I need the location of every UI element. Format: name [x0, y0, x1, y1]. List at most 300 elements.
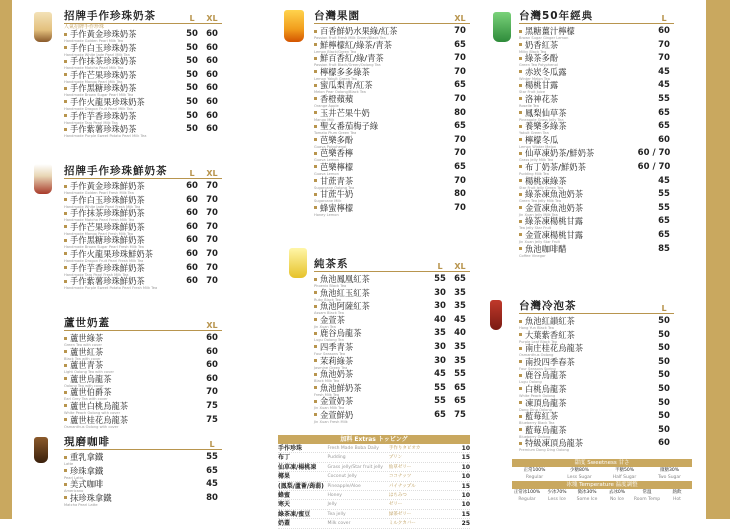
item-english-name: Jin Xuan Fresh Milk — [314, 419, 348, 424]
menu-item — [519, 358, 674, 372]
item-english-name: Winter Melon Tea — [519, 76, 550, 81]
item-english-name: Handmade Golden Pearl Milk Tea — [64, 39, 124, 43]
item-english-name: Handmade Brown Sugar Pearl Fresh Milk Tea — [64, 245, 144, 250]
menu-item — [519, 54, 674, 68]
bullet-icon — [519, 220, 522, 223]
bullet-icon — [519, 415, 522, 418]
item-english-name: Pearl Latte — [64, 475, 84, 480]
menu-item — [314, 329, 470, 343]
item-price: 70 — [206, 276, 218, 287]
bullet-icon — [64, 198, 67, 201]
menu-item — [314, 122, 470, 136]
bullet-icon — [314, 179, 317, 182]
item-name: 奶香紅茶 — [525, 39, 559, 50]
extra-label: Milk cover — [327, 521, 351, 527]
item-name: 蘆世白桃烏龍茶 — [70, 400, 129, 411]
section-title: 現磨咖啡 — [64, 436, 110, 448]
item-name: 手作白玉珍珠鮮奶茶 — [70, 194, 145, 205]
item-english-name: Tomato Plum Green Tea — [314, 131, 357, 136]
item-english-name: Jin Xuan Jelly Milk Tea — [519, 212, 558, 217]
bullet-icon — [519, 347, 522, 350]
menu-item — [519, 136, 674, 150]
item-price: 55 — [206, 452, 218, 462]
level-option: 少冰70% — [547, 490, 567, 495]
item-price: 55 — [434, 382, 446, 393]
item-price: 70 — [454, 175, 466, 186]
extra-label: 手作珍珠 — [278, 445, 303, 452]
item-price: 60 — [186, 235, 198, 246]
menu-item — [519, 41, 674, 55]
item-name: 芭樂香檸 — [320, 148, 354, 159]
menu-item — [314, 384, 470, 398]
item-name: 蘆世桂花烏龍茶 — [70, 414, 129, 425]
level-option: 微糖30% — [659, 468, 679, 473]
bullet-icon — [64, 185, 67, 188]
extra-label: パイナップル — [388, 483, 416, 489]
fresh-milk-tea-cup-image — [34, 164, 52, 194]
extra-row — [278, 510, 470, 519]
menu-item — [64, 453, 222, 467]
item-price: 60 — [206, 29, 218, 39]
item-name: 手作黑糖珍珠奶茶 — [70, 83, 137, 94]
extra-label: プリン — [388, 455, 403, 461]
item-price: 60 — [186, 262, 198, 273]
item-english-name: Handmade Mango Pearl Milk Tea — [64, 79, 123, 84]
item-price: 60 — [658, 26, 670, 36]
item-price: 45 — [658, 66, 670, 77]
bullet-icon — [64, 280, 67, 283]
extra-price: 10 — [461, 445, 470, 452]
item-english-name: Four Seasons Tea — [314, 351, 346, 356]
menu-item — [519, 217, 674, 231]
item-name: 綠茶多酚 — [525, 53, 559, 64]
section-title: 台灣50年經典 — [519, 10, 594, 22]
item-name: 蜂蜜檸檬 — [320, 202, 354, 213]
section-header — [519, 298, 674, 314]
cold-brew-bottle-image — [490, 300, 502, 330]
classic-tea-cup-image — [493, 12, 511, 42]
item-english-name: Handmade Dragon Fruit Pearl Fresh Milk Tea — [64, 258, 144, 263]
bullet-icon — [519, 179, 522, 182]
bullet-icon — [314, 84, 317, 87]
extras-title: 加料 Extras トッピング — [278, 435, 470, 444]
menu-item — [64, 57, 222, 71]
extra-label: 手作りタピオカ — [388, 446, 421, 451]
menu-item — [314, 177, 470, 191]
extra-price: 10 — [461, 473, 470, 481]
item-price: 45 — [454, 314, 466, 325]
bullet-icon — [64, 252, 67, 255]
menu-item — [314, 136, 470, 150]
bullet-icon — [519, 97, 522, 100]
menu-item — [519, 204, 674, 218]
menu-item — [519, 109, 674, 123]
sweet-level-title: 甜度 Sweetness 甘さ — [512, 459, 692, 467]
coffee-cup-image — [34, 437, 48, 463]
item-name: 手作芒果珍珠鮮奶茶 — [70, 221, 145, 232]
item-price: 35 — [454, 355, 466, 366]
item-english-name: Hong Yun Black Tea — [519, 326, 554, 330]
menu-item — [519, 412, 674, 426]
bullet-icon — [314, 206, 317, 209]
item-english-name: Sugarcane Milk — [314, 199, 342, 204]
right-gold-band — [706, 0, 730, 519]
bullet-icon — [64, 418, 67, 421]
item-english-name: Tea Jelly Star Fruit — [519, 226, 552, 231]
item-name: 四季青茶 — [320, 341, 354, 352]
item-english-name: Light Oolong Tea with cover — [64, 370, 114, 375]
menu-item — [314, 95, 470, 109]
bullet-icon — [314, 30, 317, 33]
size-label: L — [437, 262, 443, 271]
item-price: 40 — [434, 314, 446, 325]
item-price: 50 — [658, 316, 670, 326]
bullet-icon — [519, 125, 522, 128]
item-english-name: Brown Sugar Ginger Lemon — [519, 36, 569, 40]
item-price: 75 — [206, 414, 218, 425]
item-price: 60 — [186, 221, 198, 232]
bullet-icon — [519, 442, 522, 445]
extra-row — [278, 472, 470, 481]
bullet-icon — [314, 138, 317, 141]
menu-item — [64, 250, 222, 264]
item-price: 55 — [658, 93, 670, 104]
item-english-name: Star Fruit Juice — [519, 90, 546, 95]
menu-section — [314, 8, 470, 217]
item-price: 70 — [206, 181, 218, 191]
menu-section — [64, 8, 222, 139]
extra-label: Honey — [327, 492, 342, 498]
menu-item — [314, 109, 470, 123]
item-price: 65 — [454, 161, 466, 172]
extra-label: Coconut Jelly — [327, 474, 357, 480]
item-name: 綠茶凍楊桃甘露 — [525, 216, 584, 227]
extra-label: Pudding — [327, 455, 346, 461]
bullet-icon — [64, 496, 67, 499]
item-english-name: Handmade Golden Pearl Fresh Milk Tea — [64, 191, 134, 195]
menu-item — [519, 439, 674, 453]
item-price: 60 — [206, 346, 218, 357]
bullet-icon — [64, 114, 67, 117]
section-header — [314, 8, 470, 24]
item-english-name: Blueberry Black Tea — [519, 421, 555, 426]
extra-label: (鳳梨/蘆薈/蒟蒻) — [278, 482, 324, 490]
size-label: L — [661, 14, 667, 23]
bullet-icon — [519, 138, 522, 141]
item-price: 60 — [206, 110, 218, 121]
bullet-icon — [314, 318, 317, 321]
item-name: 手作抹茶珍珠鮮奶茶 — [70, 208, 145, 219]
item-english-name: Americano — [64, 489, 84, 494]
item-price: 70 — [454, 202, 466, 213]
extra-label: Fresh Made Boba Daily — [327, 446, 379, 451]
bullet-icon — [314, 373, 317, 376]
bullet-icon — [519, 193, 522, 196]
item-price: 65 — [454, 39, 466, 50]
item-price: 70 — [206, 248, 218, 259]
menu-item — [314, 163, 470, 177]
ice-level-title: 冰塊 Temperature 温度調整 — [512, 481, 692, 489]
bullet-icon — [519, 152, 522, 155]
item-price: 65 — [658, 121, 670, 132]
item-price: 50 — [658, 329, 670, 340]
item-price: 80 — [454, 107, 466, 118]
item-price: 70 — [206, 221, 218, 232]
item-price: 45 — [658, 80, 670, 91]
item-english-name: Grass Jelly Milk Tea — [519, 158, 554, 163]
item-english-name: Premium Dong Ding Oolong — [519, 448, 570, 453]
item-price: 70 — [454, 148, 466, 159]
menu-section — [64, 315, 222, 429]
menu-item — [519, 190, 674, 204]
item-price: 80 — [206, 492, 218, 503]
level-option: Less Sugar — [567, 475, 592, 480]
extra-label: ミルクカバー — [388, 521, 416, 527]
item-name: 手作白玉珍珠奶茶 — [70, 42, 137, 53]
bullet-icon — [64, 456, 67, 459]
extra-row — [278, 491, 470, 500]
size-label: L — [209, 440, 215, 449]
bullet-icon — [519, 247, 522, 250]
extra-price: 10 — [461, 463, 470, 471]
item-english-name: Latte — [64, 462, 74, 466]
item-price: 85 — [658, 243, 670, 254]
menu-item — [64, 30, 222, 44]
item-name: 金萱茶 — [320, 314, 345, 325]
item-price: 65 — [454, 396, 466, 407]
bullet-icon — [64, 266, 67, 269]
menu-item — [519, 399, 674, 413]
item-english-name: Sugarcane Oolong Tea — [314, 185, 355, 190]
item-english-name: Oolong Tea with cover — [64, 383, 104, 388]
menu-item — [519, 68, 674, 82]
extra-label: 寒天 — [278, 501, 291, 509]
menu-item — [64, 98, 222, 112]
menu-item — [314, 149, 470, 163]
extra-price: 25 — [461, 520, 470, 528]
extra-label: Grass jelly/Star fruit jelly — [327, 464, 383, 470]
extras-table — [278, 435, 470, 529]
item-name: 金萱凍楊桃甘露 — [525, 229, 584, 240]
item-english-name: Pineapple Grass Jelly Tea — [519, 117, 564, 122]
size-label: L — [189, 14, 195, 23]
item-price: 50 — [186, 96, 198, 107]
level-option: Hot — [673, 497, 681, 502]
item-english-name: Orange Apple — [314, 103, 339, 108]
menu-section — [519, 298, 674, 453]
item-english-name: Coffee Vinegar — [519, 253, 546, 258]
item-price: 30 — [434, 301, 446, 312]
extra-label: Tea jelly — [327, 511, 346, 517]
item-english-name: Dong Ding Oolong — [519, 407, 552, 412]
ice-level-row — [512, 496, 692, 503]
item-name: 手作黃金珍珠鮮奶茶 — [70, 181, 145, 191]
item-name: 手作黃金珍珠奶茶 — [70, 29, 137, 39]
item-name: 綠茶凍魚池奶茶 — [525, 189, 584, 200]
section-header — [314, 256, 470, 272]
bullet-icon — [314, 193, 317, 196]
item-english-name: White Peach Oolong — [519, 393, 556, 398]
item-english-name: Purple Leaf Black Tea — [519, 339, 558, 344]
menu-item — [64, 494, 222, 508]
bullet-icon — [519, 387, 522, 390]
item-english-name: Black Milk Tea — [314, 379, 340, 384]
menu-item — [64, 71, 222, 85]
item-price: 50 — [186, 56, 198, 67]
menu-item — [314, 370, 470, 384]
item-name: 金萱奶茶 — [320, 396, 354, 407]
menu-item — [314, 357, 470, 371]
item-english-name: Lemon Yakult Green Tea — [314, 76, 357, 81]
item-name: 手作火龍果珍珠鮮奶茶 — [70, 248, 153, 259]
item-price: 55 — [454, 369, 466, 380]
bullet-icon — [64, 46, 67, 49]
left-gold-band — [0, 0, 12, 519]
sweet-ice-table — [512, 459, 692, 503]
bullet-icon — [314, 111, 317, 114]
item-name: 蜜瓜梨青/紅茶 — [320, 80, 373, 91]
extra-price: 10 — [461, 501, 470, 509]
menu-item — [64, 361, 222, 375]
section-title: 招牌手作珍珠鮮奶茶 — [64, 165, 168, 177]
extra-price: 15 — [461, 482, 470, 490]
section-title: 台灣果園 — [314, 10, 360, 22]
menu-item — [64, 348, 222, 362]
bullet-icon — [314, 413, 317, 416]
item-name: 黑糖薑汁檸檬 — [525, 26, 575, 36]
menu-item — [519, 231, 674, 245]
item-english-name: Melon Pear Oolong/Black Tea — [314, 90, 366, 95]
item-name: 楊桃凍綠茶 — [525, 175, 567, 186]
size-label: L — [189, 169, 195, 178]
item-name: 手作抹茶珍珠奶茶 — [70, 56, 137, 67]
bullet-icon — [64, 483, 67, 486]
item-price: 45 — [434, 369, 446, 380]
item-price: 60 — [206, 69, 218, 80]
item-name: 蘆世伯爵茶 — [70, 387, 112, 398]
item-price: 50 — [658, 356, 670, 367]
menu-item — [64, 375, 222, 389]
menu-item — [64, 467, 222, 481]
bullet-icon — [314, 125, 317, 128]
item-price: 60 — [206, 42, 218, 53]
item-price: 40 — [454, 328, 466, 339]
menu-item — [314, 343, 470, 357]
level-option: 常溫 — [642, 490, 652, 495]
size-label: L — [661, 304, 667, 313]
item-price: 65 — [206, 465, 218, 476]
bullet-icon — [519, 428, 522, 431]
menu-item — [519, 27, 674, 41]
level-option: 半糖50% — [614, 468, 634, 473]
item-price: 50 — [658, 424, 670, 435]
bullet-icon — [314, 305, 317, 308]
item-price: 65 — [434, 409, 446, 420]
item-price: 70 — [454, 134, 466, 145]
menu-item — [64, 182, 222, 196]
item-english-name: Lemon Black/Green Tea — [314, 49, 357, 54]
menu-item — [64, 264, 222, 278]
item-price: 55 — [434, 396, 446, 407]
item-price: 70 — [206, 235, 218, 246]
item-name: 百香鮮奶水果綠/紅茶 — [320, 26, 398, 36]
size-label: XL — [206, 169, 218, 178]
menu-item — [314, 411, 470, 425]
item-english-name: White Peach Oolong with cover — [64, 410, 121, 415]
item-name: 鮮百香紅/綠/青茶 — [320, 53, 384, 64]
item-english-name: Handmade Purple Sweet Potato Pearl Fresh Milk Tea — [64, 286, 158, 291]
extra-label: 仙草ゼリー — [388, 464, 412, 470]
item-english-name: Earl Grey Tea with cover — [64, 397, 108, 402]
bullet-icon — [519, 84, 522, 87]
menu-section — [519, 8, 674, 258]
item-price: 45 — [658, 175, 670, 186]
item-price: 50 — [658, 343, 670, 354]
item-price: 60 — [206, 333, 218, 343]
item-english-name: Handmade Mango Pearl Fresh Milk Tea — [64, 231, 134, 236]
level-option: 正常100% — [523, 468, 546, 473]
bullet-icon — [519, 374, 522, 377]
menu-item — [519, 95, 674, 109]
item-name: 芭樂多酚 — [320, 134, 354, 145]
menu-item — [314, 289, 470, 303]
extra-label: Jelly — [327, 502, 337, 508]
item-name: 藍莓紅茶 — [525, 411, 559, 422]
item-name: 手作芋香珍珠奶茶 — [70, 110, 137, 121]
menu-item — [519, 385, 674, 399]
bullet-icon — [64, 128, 67, 131]
pure-tea-cup-image — [289, 248, 307, 278]
item-price: 70 — [206, 262, 218, 273]
bullet-icon — [314, 97, 317, 100]
item-name: 珍珠拿鐵 — [70, 465, 104, 476]
item-english-name: Green Tea Polyphenol — [519, 63, 558, 68]
item-name: 手作黑糖珍珠鮮奶茶 — [70, 235, 145, 246]
item-english-name: Phoenix Black Tea — [314, 284, 347, 288]
item-english-name: Handmade Matcha Pearl Fresh Milk Tea — [64, 218, 135, 223]
item-english-name: Handmade Taro Pearl Fresh Milk Tea — [64, 272, 129, 277]
item-price: 60 — [186, 248, 198, 259]
bullet-icon — [64, 87, 67, 90]
item-price: 60 — [206, 373, 218, 384]
item-name: 魚池紅玉紅茶 — [320, 287, 370, 298]
bullet-icon — [64, 239, 67, 242]
bullet-icon — [519, 43, 522, 46]
section-header — [64, 315, 222, 331]
item-english-name: Four Seasons Spring — [519, 366, 556, 371]
menu-item — [64, 84, 222, 98]
menu-item — [64, 277, 222, 291]
item-name: 聖女番茄梅子綠 — [320, 121, 379, 132]
bullet-icon — [64, 60, 67, 63]
item-name: 美式咖啡 — [70, 479, 104, 490]
item-name: 重乳拿鐵 — [70, 452, 104, 462]
level-option: 去冰0% — [608, 490, 626, 495]
extra-label: 仙草凍/楊桃凍 — [278, 463, 317, 471]
extra-label: 奶蓋 — [278, 520, 291, 528]
item-english-name: Jin Xuan Jelly Star Fruit — [519, 239, 560, 244]
bullet-icon — [314, 57, 317, 60]
item-name: 仙草凍奶茶/鮮奶茶 — [525, 148, 595, 159]
item-price: 55 — [434, 274, 446, 284]
level-option: 熱飲 — [672, 490, 682, 495]
menu-item — [314, 27, 470, 41]
sweet-level-row — [512, 474, 692, 481]
item-name: 養樂多綠茶 — [525, 121, 567, 132]
menu-section — [64, 434, 222, 507]
bullet-icon — [314, 165, 317, 168]
bullet-icon — [519, 111, 522, 114]
